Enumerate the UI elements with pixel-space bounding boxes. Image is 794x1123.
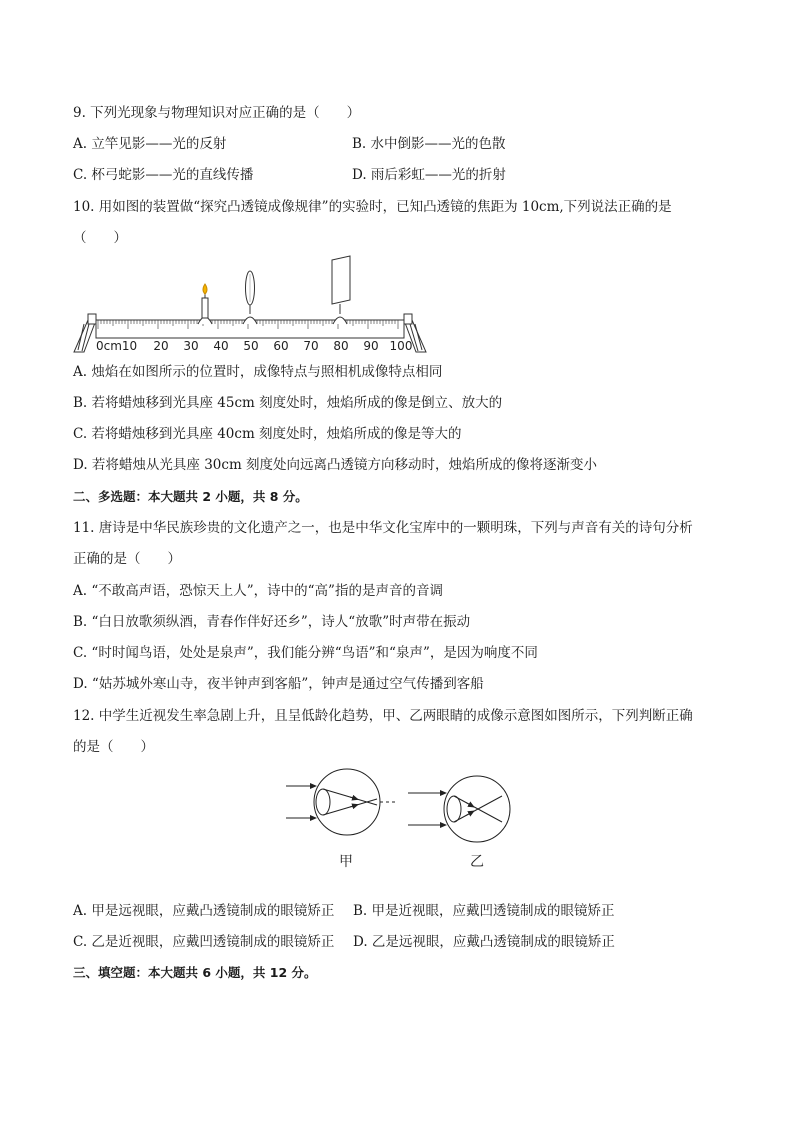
q11-option-a: A. “不敢高声语，恐惊天上人”，诗中的“高”指的是声音的音调 <box>73 583 443 599</box>
bench-label: 0cm10 <box>96 339 138 353</box>
q10-option-c: C. 若将蜡烛移到光具座 40cm 刻度处时，烛焰所成的像是等大的 <box>73 426 462 442</box>
bench-label: 60 <box>273 339 289 353</box>
q12-option-a: A. 甲是远视眼，应戴凸透镜制成的眼镜矫正 <box>73 903 335 919</box>
q12-option-b: B. 甲是近视眼，应戴凹透镜制成的眼镜矫正 <box>353 903 615 919</box>
bench-label: 80 <box>333 339 349 353</box>
bench-label: 50 <box>243 339 259 353</box>
eye-jia <box>286 769 398 835</box>
candle-icon <box>198 284 212 324</box>
q9-stem: 9. 下列光现象与物理知识对应正确的是（ ） <box>73 105 361 121</box>
q12-stem-line2: 的是（ ） <box>73 739 154 755</box>
eye-yi <box>408 776 510 842</box>
section-2-heading: 二、多选题：本大题共 2 小题，共 8 分。 <box>73 489 308 504</box>
bench-scale-labels <box>96 339 412 353</box>
q12-option-d: D. 乙是远视眼，应戴凸透镜制成的眼镜矫正 <box>353 934 615 950</box>
eye-label-yi: 乙 <box>470 854 484 870</box>
bench-label: 90 <box>363 339 379 353</box>
eye-label-jia: 甲 <box>339 854 353 870</box>
q9-option-a: A. 立竿见影——光的反射 <box>73 136 227 152</box>
bench-label: 40 <box>213 339 229 353</box>
optical-bench-figure <box>70 254 430 358</box>
eye-diagram-figure <box>280 764 520 874</box>
bench-left-stand <box>74 314 96 352</box>
q10-option-d: D. 若将蜡烛从光具座 30cm 刻度处向远离凸透镜方向移动时，烛焰所成的像将逐渐变小 <box>73 457 598 473</box>
q11-option-c: C. “时时闻鸟语，处处是泉声”，我们能分辨“鸟语”和“泉声”，是因为响度不同 <box>73 645 538 661</box>
q11-option-d: D. “姑苏城外寒山寺，夜半钟声到客船”，钟声是通过空气传播到客船 <box>73 676 484 692</box>
convex-lens-icon <box>243 271 257 324</box>
section-3-heading: 三、填空题：本大题共 6 小题，共 12 分。 <box>73 965 317 980</box>
bench-label: 30 <box>183 339 199 353</box>
q11-option-b: B. “白日放歌须纵酒，青春作伴好还乡”，诗人“放歌”时声带在振动 <box>73 614 471 630</box>
q12-stem-line1: 12. 中学生近视发生率急剧上升，且呈低龄化趋势，甲、乙两眼睛的成像示意图如图所示，下列判断正确 <box>73 708 693 724</box>
q11-stem-line1: 11. 唐诗是中华民族珍贵的文化遗产之一，也是中华文化宝库中的一颗明珠，下列与声音有关的诗句分析 <box>73 520 693 536</box>
bench-label: 100 <box>389 339 413 353</box>
q9-option-b: B. 水中倒影——光的色散 <box>352 136 506 152</box>
q9-option-d: D. 雨后彩虹——光的折射 <box>352 167 506 183</box>
q10-stem-line2: （ ） <box>73 230 127 246</box>
q10-option-a: A. 烛焰在如图所示的位置时，成像特点与照相机成像特点相同 <box>73 364 443 380</box>
q11-stem-line2: 正确的是（ ） <box>73 551 181 567</box>
q12-option-c: C. 乙是近视眼，应戴凹透镜制成的眼镜矫正 <box>73 934 335 950</box>
bench-label: 20 <box>153 339 169 353</box>
q10-stem-line1: 10. 用如图的装置做“探究凸透镜成像规律”的实验时，已知凸透镜的焦距为 10cm,下列说法正确的是 <box>73 199 672 215</box>
q10-option-b: B. 若将蜡烛移到光具座 45cm 刻度处时，烛焰所成的像是倒立、放大的 <box>73 395 503 411</box>
bench-label: 70 <box>303 339 319 353</box>
screen-icon <box>332 256 350 324</box>
q9-option-c: C. 杯弓蛇影——光的直线传播 <box>73 167 254 183</box>
